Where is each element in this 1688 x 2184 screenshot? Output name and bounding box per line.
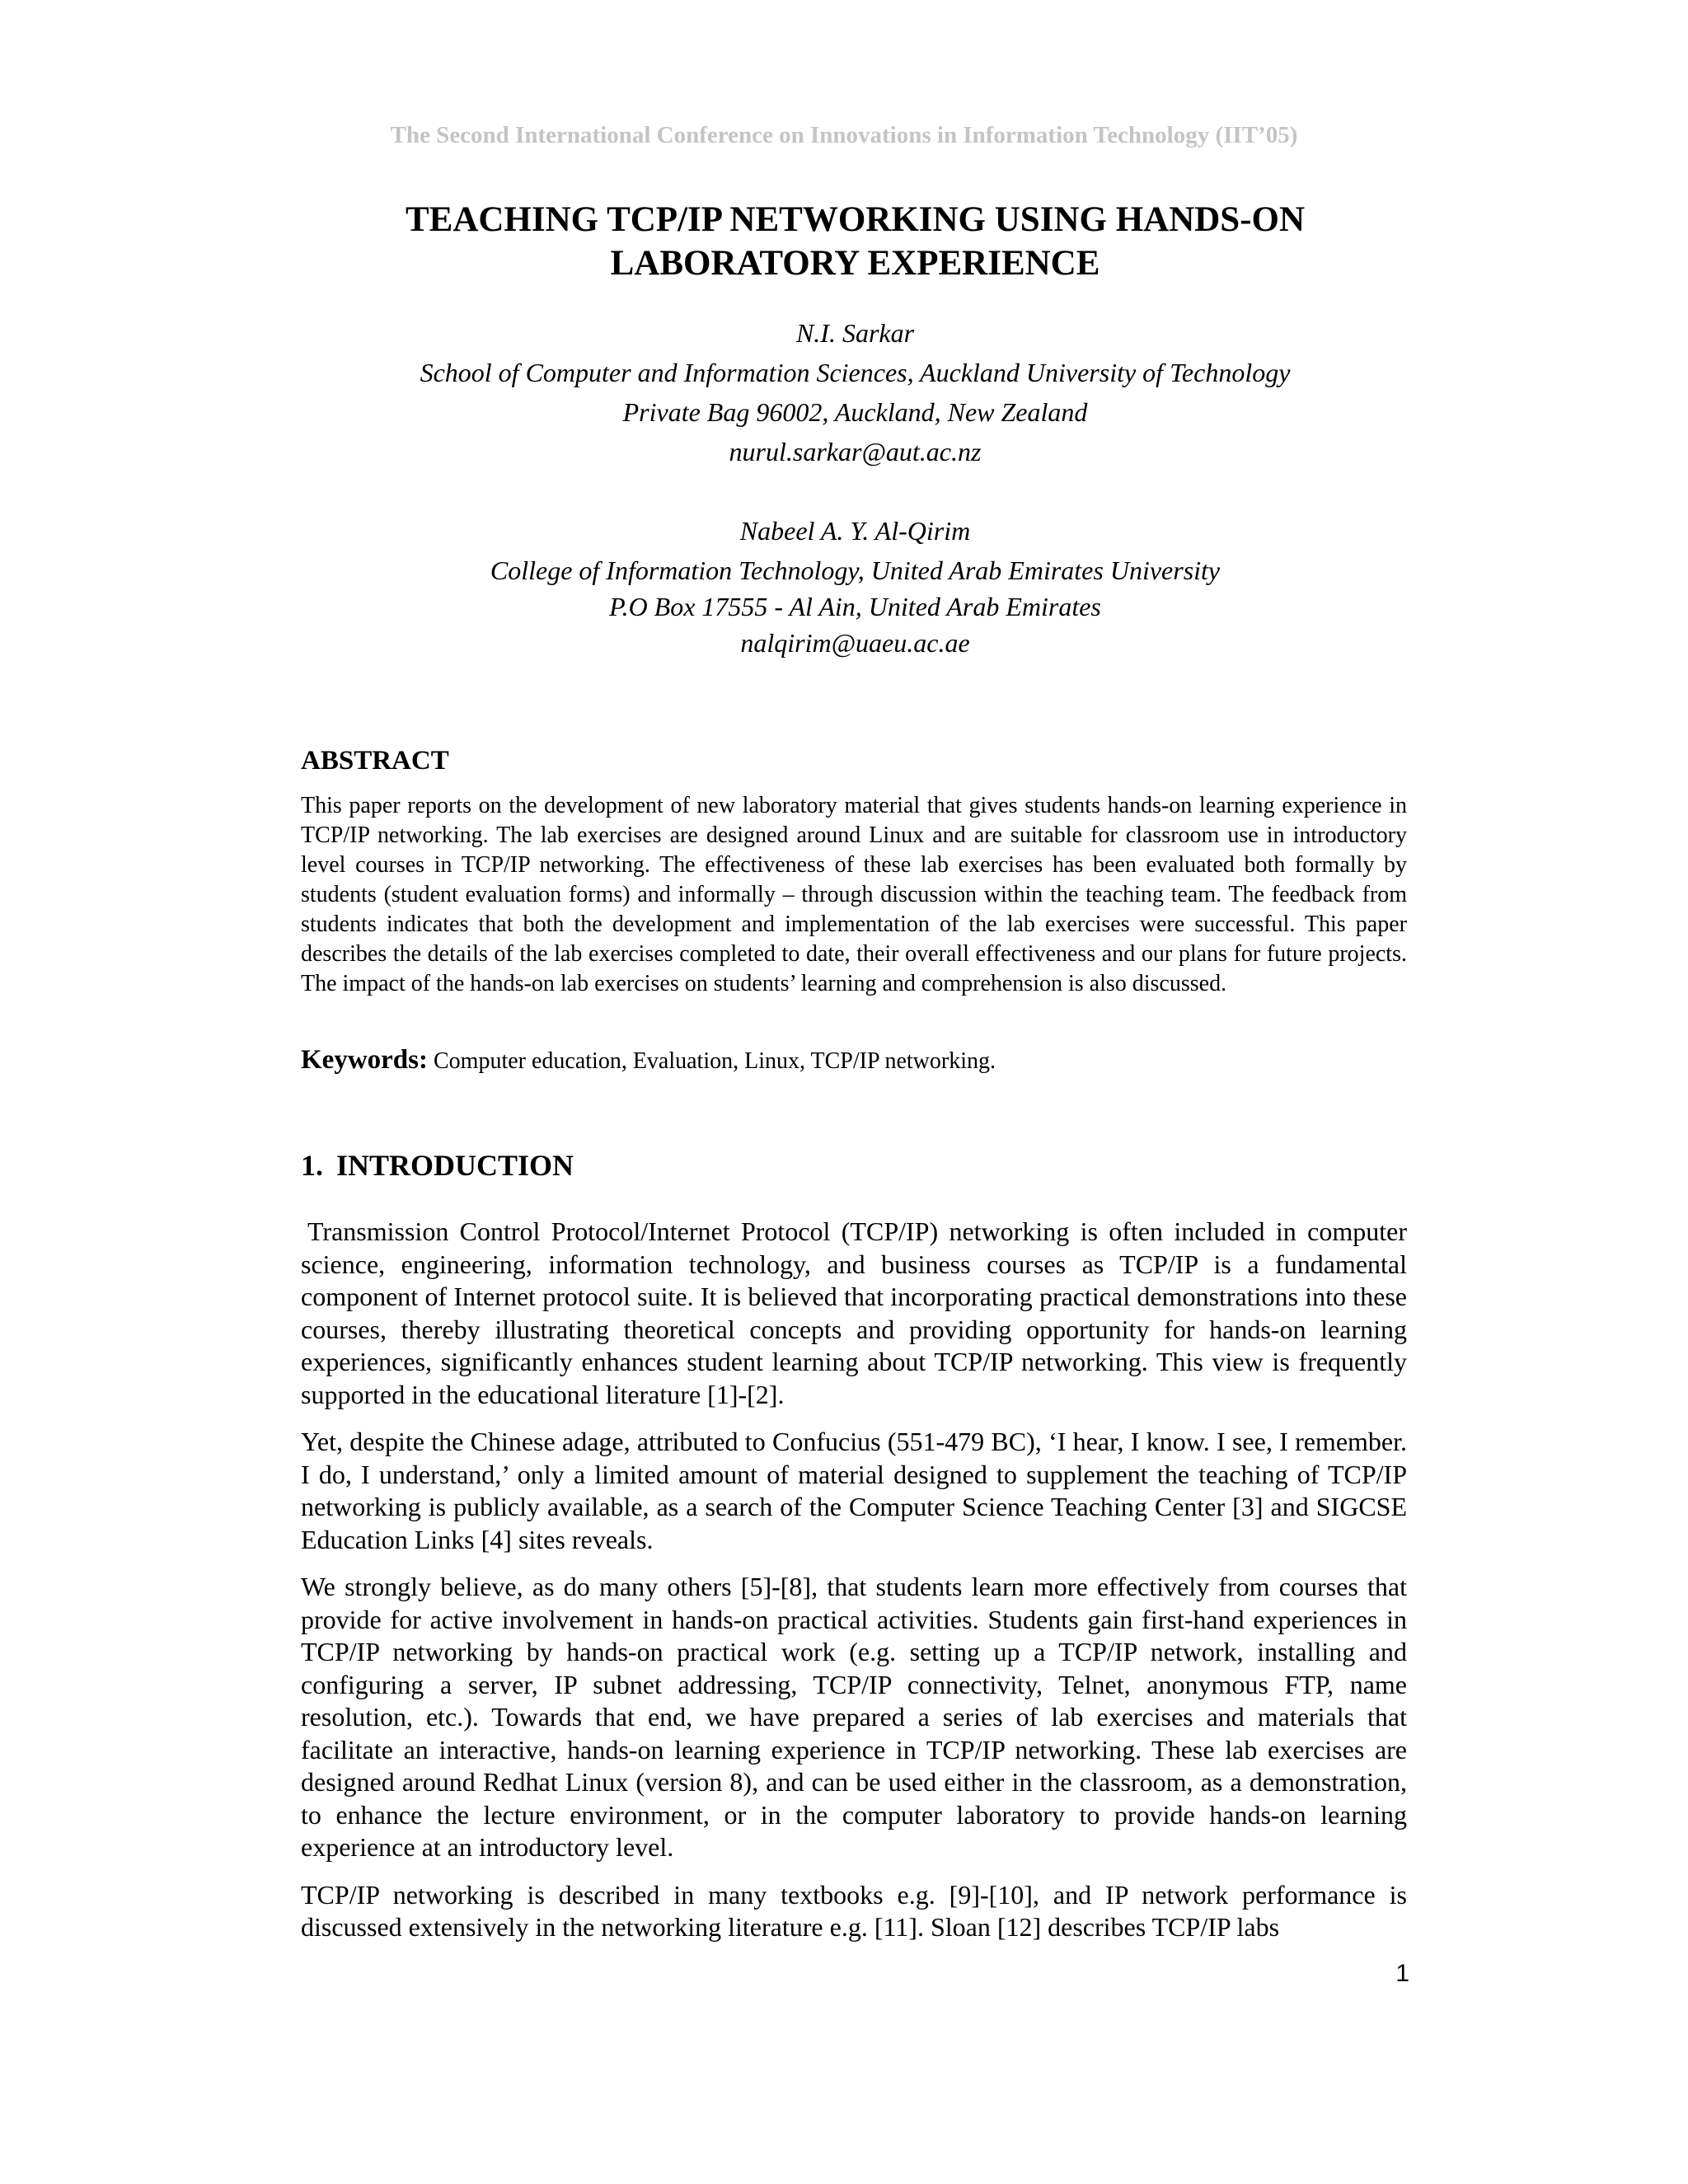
author-block-2	[301, 511, 1409, 663]
keywords-label: Keywords:	[301, 1045, 428, 1075]
author-affiliation: College of Information Technology, United Arab Emirates University	[490, 555, 1221, 585]
introduction-body	[301, 1216, 1407, 1959]
author-name: N.I. Sarkar	[795, 318, 915, 348]
author-email: nalqirim@uaeu.ac.ae	[740, 628, 970, 658]
running-header: The Second International Conference on Innovations in Information Technology (IIT’05)	[390, 122, 1298, 148]
intro-paragraph-3: We strongly believe, as do many others [5]-[8], that students learn more effectively from courses that provide for active involvement in hands-on practical activities. Students gain first-hand experiences in TCP/IP networking by hands-on practical work (e.g. setting up a TCP/IP network, installing and configuring a server, IP subnet addressing, TCP/IP connectivity, Telnet, anonymous FTP, name resolution, etc.). Towards that end, we have prepared a series of lab exercises and materials that facilitate an interactive, hands-on learning experience in TCP/IP networking. These lab exercises are designed around Redhat Linux (version 8), and can be used either in the classroom, as a demonstration, to enhance the lecture environment, or in the computer laboratory to provide hands-on learning experience at an introductory level.	[301, 1572, 1407, 1862]
paper-title	[301, 198, 1409, 285]
page-number: 1	[1395, 1960, 1409, 1987]
intro-paragraph-4: TCP/IP networking is described in many textbooks e.g. [9]-[10], and IP network performance is discussed extensively in the networking literature e.g. [11]. Sloan [12] describes TCP/IP labs	[301, 1879, 1407, 1942]
title-line-1: TEACHING TCP/IP NETWORKING USING HANDS-ON	[405, 200, 1306, 239]
author-block-1	[301, 313, 1409, 471]
abstract-heading: ABSTRACT	[301, 746, 449, 776]
section-title: INTRODUCTION	[336, 1149, 574, 1182]
abstract-body: This paper reports on the development of new laboratory material that gives students hands-on learning experience in TCP/IP networking. The lab exercises are designed around Linux and are suitable for classroom use in introductory level courses in TCP/IP networking. The effectiveness of these lab exercises has been evaluated both formally by students (student evaluation forms) and informally – through discussion within the teaching team. The feedback from students indicates that both the development and implementation of the lab exercises were successful. This paper describes the details of the lab exercises completed to date, their overall effectiveness and our plans for future projects. The impact of the hands-on lab exercises on students’ learning and comprehension is also discussed.	[301, 793, 1407, 996]
author-name: Nabeel A. Y. Al-Qirim	[739, 516, 971, 546]
keywords-text: Computer education, Evaluation, Linux, TCP/IP networking.	[433, 1048, 996, 1074]
keywords	[301, 1045, 1407, 1076]
title-line-2: LABORATORY EXPERIENCE	[610, 244, 1100, 283]
section-number: 1.	[301, 1149, 323, 1182]
author-address: P.O Box 17555 - Al Ain, United Arab Emirates	[609, 592, 1101, 621]
intro-paragraph-2: Yet, despite the Chinese adage, attributed to Confucius (551-479 BC), ‘I hear, I know. I see, I remember. I do, I understand,’ only a limited amount of material designed to supplement the teaching of TCP/IP networking is publicly available, as a search of the Computer Science Teaching Center [3] and SIGCSE Education Links [4] sites reveals.	[301, 1427, 1407, 1554]
author-affiliation: School of Computer and Information Sciences, Auckland University of Technology	[420, 358, 1291, 387]
author-email: nurul.sarkar@aut.ac.nz	[729, 437, 982, 466]
author-address: Private Bag 96002, Auckland, New Zealand	[622, 397, 1088, 427]
intro-paragraph-1: Transmission Control Protocol/Internet Protocol (TCP/IP) networking is often included in computer science, engineering, information technology, and business courses as TCP/IP is a fundamental component of Internet protocol suite. It is believed that incorporating practical demonstrations into these courses, thereby illustrating theoretical concepts and providing opportunity for hands-on learning experiences, significantly enhances student learning about TCP/IP networking. This view is frequently supported in the educational literature [1]-[2].	[301, 1216, 1407, 1409]
section-heading-introduction	[301, 1148, 1407, 1183]
